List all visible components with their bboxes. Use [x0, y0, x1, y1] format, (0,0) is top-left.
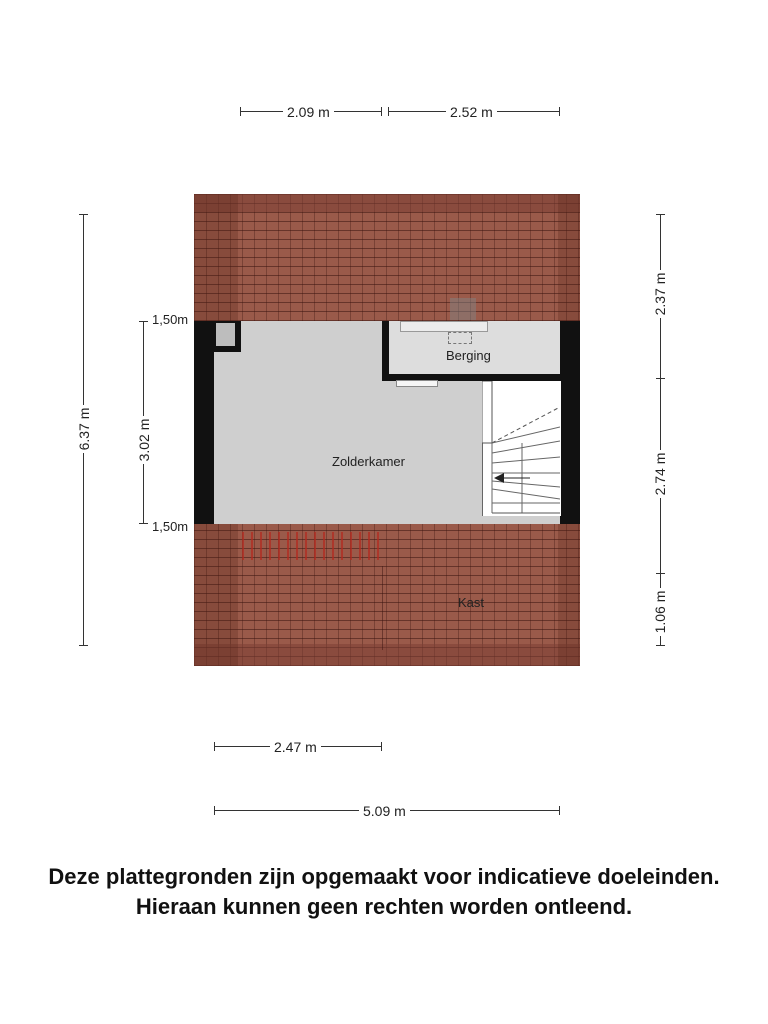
dim-top-left-label: 2.09 m [283, 104, 334, 120]
staircase-icon [482, 381, 560, 519]
zolderkamer-label: Zolderkamer [332, 454, 405, 469]
dim-tick [240, 107, 241, 116]
roof-window-icon [242, 532, 380, 560]
dim-bottom-inner-label: 2.47 m [270, 739, 321, 755]
chimney [450, 298, 476, 320]
kast-divider [382, 566, 383, 650]
dim-right-middle-label: 2.74 m [652, 450, 668, 498]
dim-left-inner-label: 3.02 m [136, 416, 152, 464]
roof-top-eave [194, 194, 580, 212]
dim-tick [79, 214, 88, 215]
roof-bottom-edge-right [558, 524, 580, 666]
dim-bottom-total-label: 5.09 m [359, 803, 410, 819]
hatch-icon [448, 332, 472, 344]
berging-shelf [400, 321, 488, 332]
dim-tick [559, 107, 560, 116]
height-label-top: 1,50m [152, 312, 189, 327]
dim-tick [139, 321, 148, 322]
chimney-duct [216, 323, 235, 346]
dim-tick [559, 806, 560, 815]
height-label-bottom: 1,50m [152, 519, 189, 534]
dim-tick [139, 523, 148, 524]
roof-bottom-eave [194, 644, 580, 666]
dim-tick [656, 645, 665, 646]
wall-left [194, 321, 214, 524]
dim-tick [381, 107, 382, 116]
kast-label: Kast [458, 595, 485, 610]
floor-plan [194, 194, 580, 666]
dim-top-right-label: 2.52 m [446, 104, 497, 120]
berging-label: Berging [446, 348, 491, 363]
dim-tick [79, 645, 88, 646]
roof-top [194, 194, 580, 321]
dim-tick [388, 107, 389, 116]
disclaimer-line-2: Hieraan kunnen geen rechten worden ontleend. [135, 894, 633, 919]
roof-bottom-edge-left [194, 524, 238, 666]
dim-tick [656, 214, 665, 215]
dim-tick [214, 806, 215, 815]
roof-top-edge-left [194, 194, 238, 321]
wall-berging-side [382, 321, 389, 381]
roof-top-edge-right [558, 194, 580, 321]
berging-door [396, 380, 438, 387]
disclaimer [0, 862, 768, 922]
wall-right [560, 321, 580, 524]
dim-tick [214, 742, 215, 751]
disclaimer-line-1: Deze plattegronden zijn opgemaakt voor indicatieve doeleinden. [48, 864, 720, 889]
dim-left-total-label: 6.37 m [76, 405, 92, 453]
dim-right-top-label: 2.37 m [652, 270, 668, 318]
dim-tick [381, 742, 382, 751]
dim-right-bottom-label: 1.06 m [652, 588, 668, 636]
